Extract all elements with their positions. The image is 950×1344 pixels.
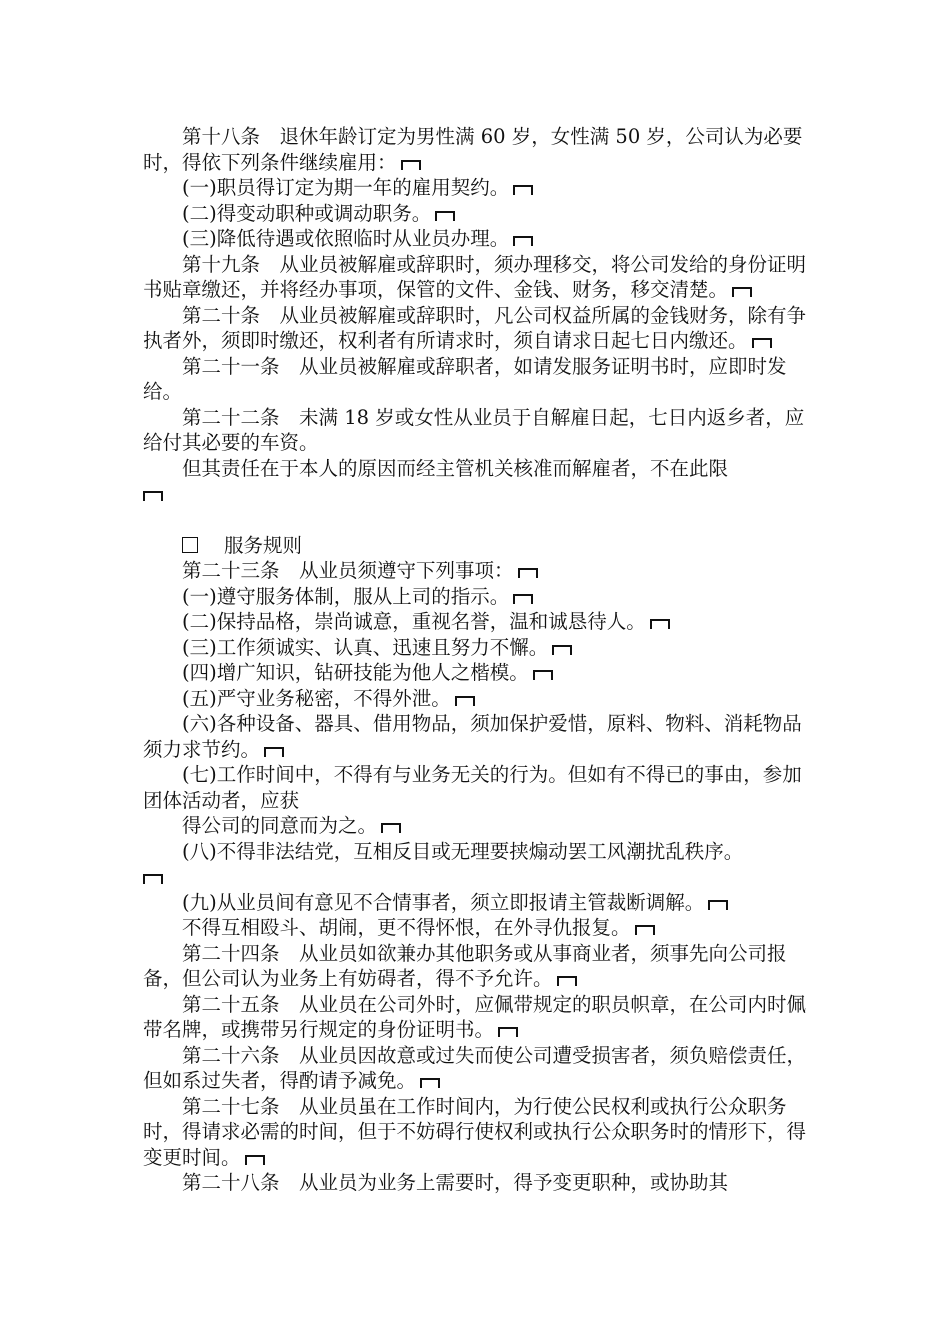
paragraph-mark-icon (143, 874, 163, 884)
article-25 (143, 992, 815, 1043)
list-item-text: (九)从业员间有意见不合情事者，须立即报请主管裁断调解。 (182, 890, 705, 914)
paragraph-mark-icon (245, 1155, 265, 1165)
article-19 (143, 252, 815, 303)
article-19-text: 第十九条 从业员被解雇或辞职时，须办理移交，将公司发给的身份证明书贴章缴还，并将经办事项，保管的文件、金钱、财务，移交清楚。 (143, 252, 807, 301)
article-18-text: 第十八条 退休年龄订定为男性满 60 岁，女性满 50 岁，公司认为必要时，得依下列条件继续雇用： (143, 125, 803, 174)
article-24-text: 第二十四条 从业员如欲兼办其他职务或从事商业者，须事先向公司报备，但公司认为业务上有妨碍者，得不予允许。 (143, 941, 787, 990)
spacer (143, 507, 815, 533)
list-item-text: (三)降低待遇或依照临时从业员办理。 (182, 227, 510, 250)
article-18 (143, 124, 815, 175)
list-item-continued (143, 915, 815, 941)
paragraph-mark-icon (708, 900, 728, 910)
paragraph-mark-icon (513, 185, 533, 195)
article-22-text: 第二十二条 未满 18 岁或女性从业员于自解雇日起，七日内返乡者，应给付其必要的车资。 (143, 405, 805, 454)
list-item (143, 226, 815, 252)
paragraph-mark-icon (650, 619, 670, 629)
list-item (143, 175, 815, 201)
paragraph-mark-icon (635, 925, 655, 935)
paragraph-end (143, 864, 815, 890)
document-page (143, 124, 815, 1196)
article-28 (143, 1170, 815, 1196)
paragraph-mark-icon (381, 823, 401, 833)
list-item-text: (七)工作时间中，不得有与业务无关的行为。但如有不得已的事由，参加团体活动者，应获 (143, 763, 802, 812)
article-20 (143, 303, 815, 354)
paragraph-mark-icon (732, 287, 752, 297)
list-item (143, 584, 815, 610)
checkbox-square-icon (182, 537, 198, 553)
paragraph-end (143, 481, 815, 507)
list-item-text: (一)职员得订定为期一年的雇用契约。 (182, 176, 510, 199)
article-23-text: 第二十三条 从业员须遵守下列事项： (182, 559, 514, 582)
list-item-continued (143, 813, 815, 839)
paragraph-mark-icon (552, 645, 572, 655)
article-28-text: 第二十八条 从业员为业务上需要时，得予变更职种，或协助其 (182, 1171, 729, 1194)
article-26-text: 第二十六条 从业员因故意或过失而使公司遭受损害者，须负赔偿责任，但如系过失者，得酌请予减免。 (143, 1043, 807, 1092)
list-item-text: (三)工作须诚实、认真、迅速且努力不懈。 (182, 635, 549, 659)
article-23 (143, 558, 815, 584)
paragraph-mark-icon (513, 594, 533, 604)
list-item (143, 839, 815, 865)
article-24 (143, 941, 815, 992)
list-item-text: (二)保持品格，崇尚诚意，重视名誉，温和诚恳待人。 (182, 610, 646, 633)
section-title: 服务规则 (224, 533, 303, 557)
article-22-proviso (143, 456, 815, 482)
paragraph-mark-icon (518, 568, 538, 578)
list-item-text: (二)得变动职种或调动职务。 (182, 201, 432, 225)
list-item-text: (八)不得非法结党，互相反目或无理要挟煽动罢工风潮扰乱秩序。 (182, 839, 744, 863)
paragraph-mark-icon (533, 670, 553, 680)
list-item (143, 686, 815, 712)
paragraph-mark-icon (557, 976, 577, 986)
paragraph-mark-icon (143, 491, 163, 501)
article-22 (143, 405, 815, 456)
paragraph-mark-icon (455, 696, 475, 706)
list-item (143, 635, 815, 661)
article-27-text: 第二十七条 从业员虽在工作时间内，为行使公民权利或执行公众职务时，得请求必需的时间，但于不妨碍行使权利或执行公众职务时的情形下，得变更时间。 (143, 1094, 807, 1169)
list-item-text: (四)增广知识，钻研技能为他人之楷模。 (182, 661, 529, 684)
paragraph-mark-icon (435, 211, 455, 221)
section-heading (143, 533, 815, 559)
list-item-text: 不得互相殴斗、胡闹，更不得怀恨，在外寻仇报复。 (182, 916, 631, 939)
list-item (143, 890, 815, 916)
list-item (143, 201, 815, 227)
list-item-text: (六)各种设备、器具、借用物品，须加保护爱惜，原料、物料、消耗物品须力求节约。 (143, 712, 802, 761)
paragraph-mark-icon (513, 236, 533, 246)
paragraph-mark-icon (420, 1078, 440, 1088)
list-item (143, 711, 815, 762)
article-27 (143, 1094, 815, 1171)
paragraph-mark-icon (401, 160, 421, 170)
paragraph-mark-icon (264, 747, 284, 757)
list-item (143, 609, 815, 635)
article-20-text: 第二十条 从业员被解雇或辞职时，凡公司权益所属的金钱财务，除有争执者外，须即时缴还，权利者有所请求时，须自请求日起七日内缴还。 (143, 303, 807, 352)
list-item-text: (五)严守业务秘密，不得外泄。 (182, 686, 451, 710)
list-item (143, 762, 815, 813)
article-26 (143, 1043, 815, 1094)
article-22-proviso-text: 但其责任在于本人的原因而经主管机关核准而解雇者，不在此限 (182, 456, 729, 480)
paragraph-mark-icon (498, 1027, 518, 1037)
list-item (143, 660, 815, 686)
paragraph-mark-icon (752, 338, 772, 348)
article-21-text: 第二十一条 从业员被解雇或辞职者，如请发服务证明书时，应即时发给。 (143, 354, 787, 403)
article-25-text: 第二十五条 从业员在公司外时，应佩带规定的职员帜章，在公司内时佩带名牌，或携带另行规定的身份证明书。 (143, 992, 807, 1041)
list-item-text: 得公司的同意而为之。 (182, 814, 378, 837)
list-item-text: (一)遵守服务体制，服从上司的指示。 (182, 584, 510, 608)
article-21 (143, 354, 815, 405)
